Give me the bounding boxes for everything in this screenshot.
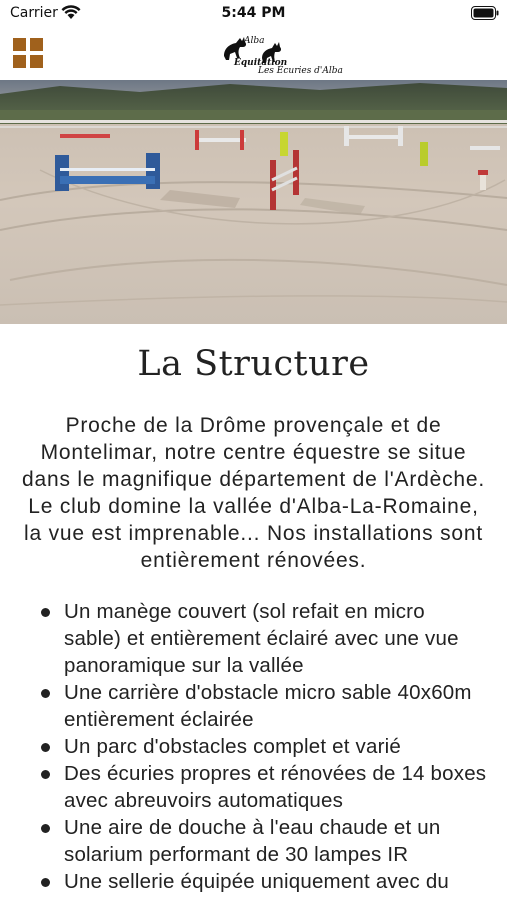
svg-text:Equitation: Equitation [234, 58, 288, 68]
svg-text:Les Écuries d'Alba: Les Écuries d'Alba [258, 66, 343, 76]
nav-bar [0, 28, 507, 80]
structure-section [0, 324, 507, 900]
feature-list [20, 598, 487, 895]
carrier-label: Carrier [10, 5, 58, 21]
list-item: Une aire de douche à l'eau chaude et un solarium performant de 30 lampes IR [64, 814, 487, 868]
intro-paragraph: Proche de la Drôme provençale et de Montelimar, notre centre équestre se situe dans le magnifique département de l'Ardèche. Le club domine la vallée d'Alba-La-Romaine, la vue est imprenable... Nos installations sont entièrement rénovées. [22, 414, 485, 572]
page-title: La Structure [137, 344, 370, 384]
alba-equitation-logo[interactable] [218, 30, 343, 76]
status-time: 5:44 PM [221, 5, 286, 21]
list-item: Une sellerie équipée uniquement avec du [64, 868, 487, 895]
list-item: Une carrière d'obstacle micro sable 40x60m entièrement éclairée [64, 679, 487, 733]
hero-arena-photo [0, 80, 507, 324]
list-item: Un parc d'obstacles complet et varié [64, 733, 487, 760]
list-item: Un manège couvert (sol refait en micro sable) et entièrement éclairé avec une vue panoramique sur la vallée [64, 598, 487, 679]
list-item: Des écuries propres et rénovées de 14 boxes avec abreuvoirs automatiques [64, 762, 487, 812]
svg-text:Alba: Alba [244, 36, 265, 46]
battery-icon [471, 6, 499, 20]
grid-menu-icon[interactable] [13, 38, 45, 70]
status-bar [0, 0, 507, 28]
